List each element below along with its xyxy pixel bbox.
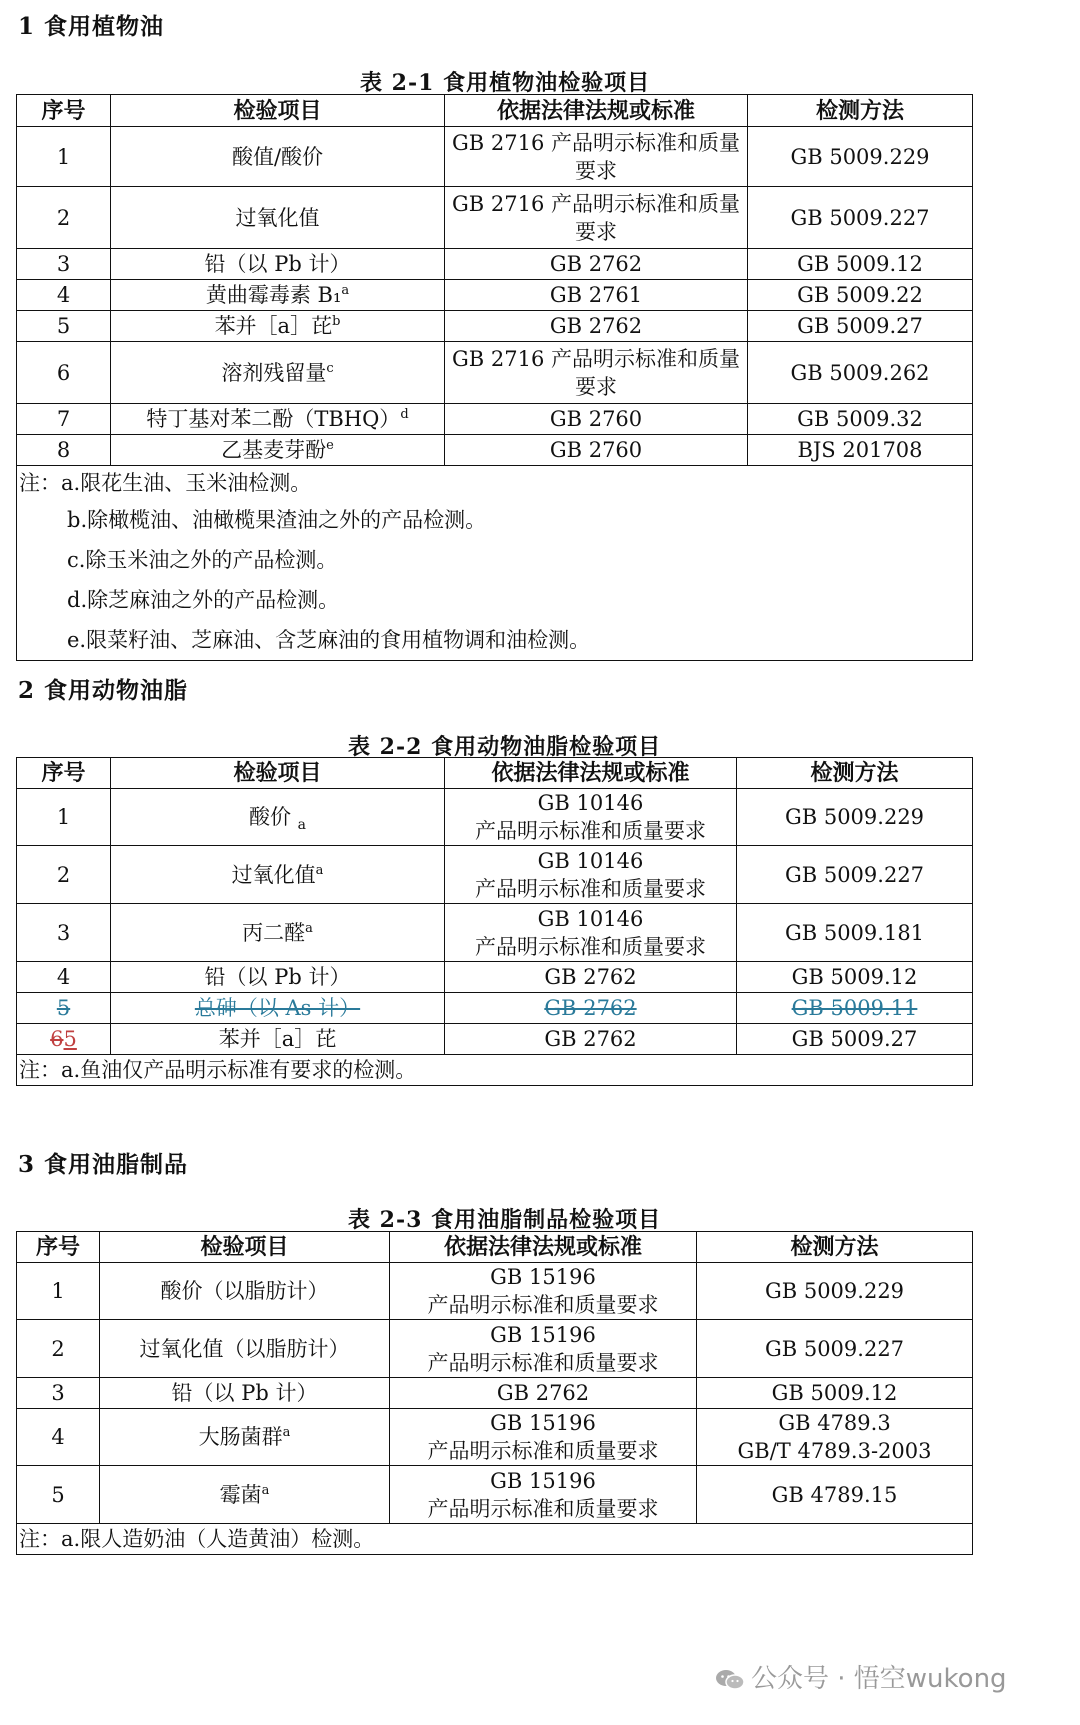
row-no: 4 — [17, 962, 111, 993]
row-no: 3 — [17, 904, 111, 962]
row-method: GB 5009.32 — [748, 404, 973, 435]
watermark: 公众号 · 悟空wukong — [715, 1658, 1007, 1695]
table-row — [17, 342, 973, 404]
row-standard: GB 2716 产品明示标准和质量 要求 — [445, 127, 748, 187]
table-row — [17, 280, 973, 311]
table-notes-row — [17, 1524, 973, 1555]
table-row — [17, 404, 973, 435]
row-no: 4 — [17, 280, 111, 311]
row-standard: GB 2716 产品明示标准和质量 要求 — [445, 187, 748, 249]
row-method: GB 5009.11 — [737, 993, 973, 1024]
table-2-1-caption: 表 2-1 食用植物油检验项目 — [360, 70, 651, 96]
table-row — [17, 904, 973, 962]
table-row — [17, 846, 973, 904]
row-method: GB 5009.27 — [748, 311, 973, 342]
row-method: GB 5009.227 — [748, 187, 973, 249]
row-standard: GB 2760 — [445, 404, 748, 435]
table-row — [17, 1378, 973, 1409]
row-item: 过氧化值（以脂肪计） — [100, 1320, 390, 1378]
table-notes-row — [17, 1055, 973, 1086]
row-item: 过氧化值$^a$ — [111, 846, 445, 904]
row-item: 过氧化值 — [111, 187, 445, 249]
table-row — [17, 311, 973, 342]
table-row — [17, 1024, 973, 1055]
table-notes-row — [17, 466, 973, 661]
table-header-row — [17, 95, 973, 127]
table-2-2-caption: 表 2-2 食用动物油脂检验项目 — [348, 734, 662, 760]
table-row — [17, 187, 973, 249]
row-method: GB 5009.262 — [748, 342, 973, 404]
table-2-3 — [16, 1231, 973, 1555]
row-item: 酸价 $_a$ — [111, 789, 445, 846]
header-standard: 依据法律法规或标准 — [445, 95, 748, 127]
row-item: 乙基麦芽酚$^e$ — [111, 435, 445, 466]
row-standard: GB 2762 — [445, 962, 737, 993]
row-standard: GB 10146 产品明示标准和质量要求 — [445, 789, 737, 846]
row-standard: GB 2716 产品明示标准和质量 要求 — [445, 342, 748, 404]
row-item: 黄曲霉毒素 B₁$^a$ — [111, 280, 445, 311]
row-method: GB 5009.12 — [737, 962, 973, 993]
row-no: 4 — [17, 1409, 100, 1466]
row-no: 5 — [17, 993, 111, 1024]
table-2-3-caption: 表 2-3 食用油脂制品检验项目 — [348, 1207, 662, 1233]
row-item: 铅（以 Pb 计） — [111, 249, 445, 280]
row-standard: GB 15196 产品明示标准和质量要求 — [390, 1320, 697, 1378]
table-row — [17, 1466, 973, 1524]
row-method: GB 4789.3 GB/T 4789.3-2003 — [697, 1409, 973, 1466]
row-no: 65 — [17, 1024, 111, 1055]
table-row — [17, 789, 973, 846]
section-3-title: 3 食用油脂制品 — [18, 1151, 189, 1178]
row-method: GB 5009.229 — [697, 1263, 973, 1320]
section-1-title: 1 食用植物油 — [18, 13, 165, 40]
table-row — [17, 962, 973, 993]
row-standard: GB 10146 产品明示标准和质量要求 — [445, 904, 737, 962]
table-row — [17, 1409, 973, 1466]
row-no: 2 — [17, 1320, 100, 1378]
row-item: 大肠菌群$^a$ — [100, 1409, 390, 1466]
row-no: 1 — [17, 127, 111, 187]
header-method: 检测方法 — [748, 95, 973, 127]
row-item: 苯并［a］芘 — [111, 1024, 445, 1055]
table-row — [17, 127, 973, 187]
row-item: 丙二醛$^a$ — [111, 904, 445, 962]
row-no: 2 — [17, 846, 111, 904]
row-item: 酸价（以脂肪计） — [100, 1263, 390, 1320]
header-item: 检验项目 — [111, 758, 445, 789]
header-item: 检验项目 — [111, 95, 445, 127]
row-standard: GB 2762 — [390, 1378, 697, 1409]
row-no: 3 — [17, 1378, 100, 1409]
row-item: 苯并［a］芘$^b$ — [111, 311, 445, 342]
row-method: GB 5009.229 — [748, 127, 973, 187]
table-header-row — [17, 1232, 973, 1263]
row-item: 霉菌$^a$ — [100, 1466, 390, 1524]
row-standard: GB 15196 产品明示标准和质量要求 — [390, 1263, 697, 1320]
row-standard: GB 2762 — [445, 1024, 737, 1055]
row-no: 8 — [17, 435, 111, 466]
row-item: 酸值/酸价 — [111, 127, 445, 187]
row-standard: GB 2762 — [445, 311, 748, 342]
row-method: GB 5009.227 — [697, 1320, 973, 1378]
table-header-row — [17, 758, 973, 789]
row-no: 1 — [17, 1263, 100, 1320]
header-no: 序号 — [17, 95, 111, 127]
table-notes: 注：a.限人造奶油（人造黄油）检测。 — [17, 1524, 973, 1555]
section-2-title: 2 食用动物油脂 — [18, 677, 189, 704]
row-item: 特丁基对苯二酚（TBHQ）$^d$ — [111, 404, 445, 435]
table-row-deleted — [17, 993, 973, 1024]
header-method: 检测方法 — [737, 758, 973, 789]
header-standard: 依据法律法规或标准 — [445, 758, 737, 789]
row-no: 1 — [17, 789, 111, 846]
row-standard: GB 2762 — [445, 993, 737, 1024]
table-row — [17, 1320, 973, 1378]
row-standard: GB 15196 产品明示标准和质量要求 — [390, 1466, 697, 1524]
row-no: 6 — [17, 342, 111, 404]
row-no: 3 — [17, 249, 111, 280]
header-item: 检验项目 — [100, 1232, 390, 1263]
wechat-icon — [715, 1669, 745, 1691]
table-row — [17, 249, 973, 280]
table-notes: 注：a.鱼油仅产品明示标准有要求的检测。 — [17, 1055, 973, 1086]
row-method: GB 5009.27 — [737, 1024, 973, 1055]
row-standard: GB 2760 — [445, 435, 748, 466]
row-method: GB 4789.15 — [697, 1466, 973, 1524]
table-row — [17, 1263, 973, 1320]
table-2-1 — [16, 94, 973, 661]
row-item: 铅（以 Pb 计） — [100, 1378, 390, 1409]
row-standard: GB 2761 — [445, 280, 748, 311]
row-standard: GB 10146 产品明示标准和质量要求 — [445, 846, 737, 904]
row-method: GB 5009.181 — [737, 904, 973, 962]
table-notes: 注：a.限花生油、玉米油检测。 b.除橄榄油、油橄榄果渣油之外的产品检测。 c.除玉米油之外的产品检测。 d.除芝麻油之外的产品检测。 e.限菜籽油、芝麻油、含芝麻油的食用植物调和油检测。 — [17, 466, 973, 661]
row-item: 铅（以 Pb 计） — [111, 962, 445, 993]
row-method: BJS 201708 — [748, 435, 973, 466]
header-standard: 依据法律法规或标准 — [390, 1232, 697, 1263]
row-method: GB 5009.12 — [748, 249, 973, 280]
row-no: 5 — [17, 1466, 100, 1524]
row-item: 总砷（以 As 计） — [111, 993, 445, 1024]
table-2-2 — [16, 757, 973, 1086]
row-method: GB 5009.229 — [737, 789, 973, 846]
row-item: 溶剂残留量$^c$ — [111, 342, 445, 404]
row-standard: GB 15196 产品明示标准和质量要求 — [390, 1409, 697, 1466]
row-method: GB 5009.227 — [737, 846, 973, 904]
header-method: 检测方法 — [697, 1232, 973, 1263]
header-no: 序号 — [17, 1232, 100, 1263]
row-no: 7 — [17, 404, 111, 435]
row-no: 5 — [17, 311, 111, 342]
row-standard: GB 2762 — [445, 249, 748, 280]
row-no: 2 — [17, 187, 111, 249]
table-row — [17, 435, 973, 466]
row-method: GB 5009.12 — [697, 1378, 973, 1409]
row-method: GB 5009.22 — [748, 280, 973, 311]
header-no: 序号 — [17, 758, 111, 789]
